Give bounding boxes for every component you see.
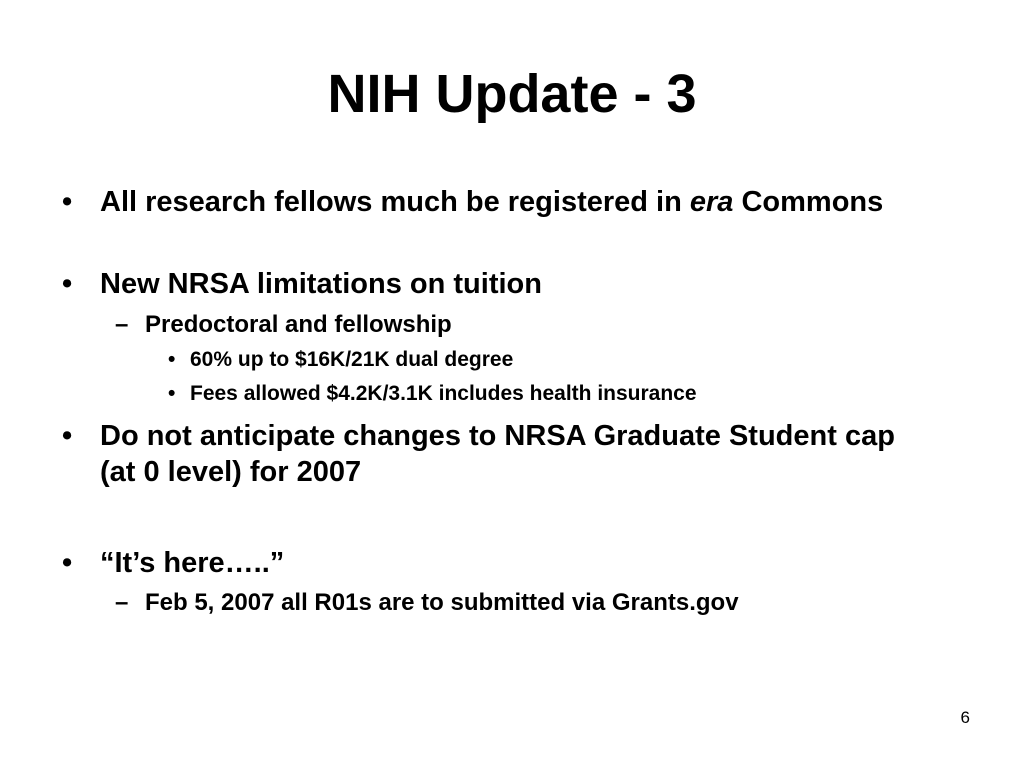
bullet-text: New NRSA limitations on tuition (100, 268, 542, 300)
bullet-icon: • (62, 186, 73, 218)
sub-sub-bullet-text: Fees allowed $4.2K/3.1K includes health insurance (190, 382, 697, 405)
bullet-icon: • (168, 348, 176, 371)
bullet-text: Do not anticipate changes to NRSA Graduate Student cap (at 0 level) for 2007 (100, 420, 895, 488)
sub-bullet-text: Feb 5, 2007 all R01s are to submitted via Grants.gov (145, 589, 739, 616)
sub-bullet-text: Predoctoral and fellowship (145, 311, 452, 338)
bullet-text: All research fellows much be registered in era Commons (100, 186, 884, 218)
slide-title: NIH Update - 3 (327, 64, 697, 124)
bullet-icon: • (62, 420, 73, 452)
bullet-icon: • (62, 268, 73, 300)
sub-sub-bullet-text: 60% up to $16K/21K dual degree (190, 348, 514, 371)
bullet-text: “It’s here…..” (100, 547, 285, 579)
dash-icon: – (115, 589, 129, 616)
bullet-icon: • (62, 547, 73, 579)
page-number: 6 (960, 708, 970, 727)
bullet-icon: • (168, 382, 176, 405)
era-italic-text: era (689, 186, 734, 218)
dash-icon: – (115, 311, 129, 338)
